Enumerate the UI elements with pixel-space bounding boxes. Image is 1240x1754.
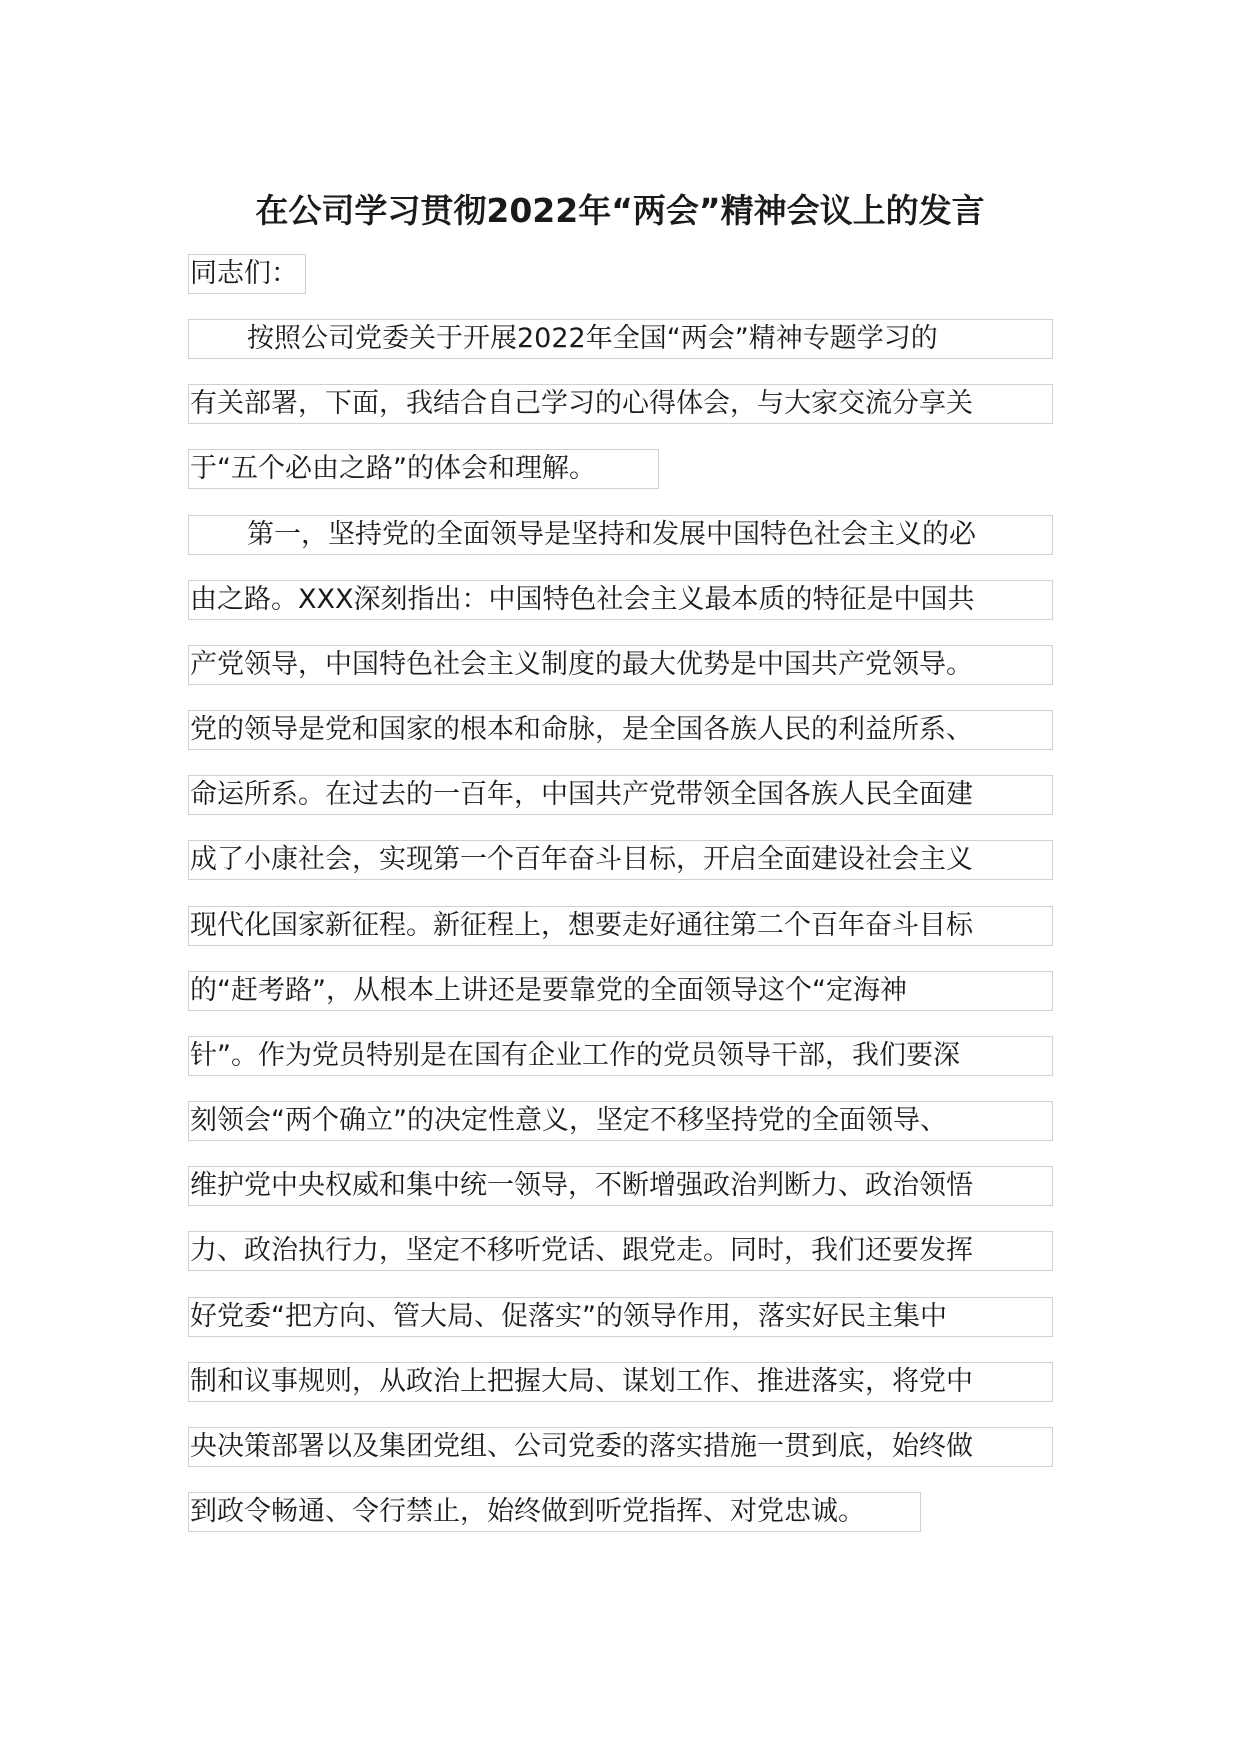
paragraph-line: 制和议事规则，从政治上把握大局、谋划工作、推进落实，将党中 xyxy=(188,1362,1053,1402)
salutation: 同志们： xyxy=(188,254,306,294)
paragraph-line: 央决策部署以及集团党组、公司党委的落实措施一贯到底，始终做 xyxy=(188,1427,1053,1467)
paragraph-line: 由之路。XXX深刻指出：中国特色社会主义最本质的特征是中国共 xyxy=(188,580,1053,620)
paragraph-line: 维护党中央权威和集中统一领导，不断增强政治判断力、政治领悟 xyxy=(188,1166,1053,1206)
paragraph-line: 按照公司党委关于开展2022年全国“两会”精神专题学习的 xyxy=(188,319,1053,359)
paragraph-line: 党的领导是党和国家的根本和命脉，是全国各族人民的利益所系、 xyxy=(188,710,1053,750)
paragraph-line: 好党委“把方向、管大局、促落实”的领导作用，落实好民主集中 xyxy=(188,1297,1053,1337)
paragraph-line: 有关部署，下面，我结合自己学习的心得体会，与大家交流分享关 xyxy=(188,384,1053,424)
paragraph-line: 命运所系。在过去的一百年，中国共产党带领全国各族人民全面建 xyxy=(188,775,1053,815)
paragraph-line: 成了小康社会，实现第一个百年奋斗目标，开启全面建设社会主义 xyxy=(188,840,1053,880)
paragraph-line: 力、政治执行力，坚定不移听党话、跟党走。同时，我们还要发挥 xyxy=(188,1231,1053,1271)
paragraph-line: 现代化国家新征程。新征程上，想要走好通往第二个百年奋斗目标 xyxy=(188,906,1053,946)
paragraph-line: 第一，坚持党的全面领导是坚持和发展中国特色社会主义的必 xyxy=(188,515,1053,555)
paragraph-line: 刻领会“两个确立”的决定性意义，坚定不移坚持党的全面领导、 xyxy=(188,1101,1053,1141)
paragraph-line: 产党领导，中国特色社会主义制度的最大优势是中国共产党领导。 xyxy=(188,645,1053,685)
paragraph-line: 的“赶考路”，从根本上讲还是要靠党的全面领导这个“定海神 xyxy=(188,971,1053,1011)
paragraph-line: 到政令畅通、令行禁止，始终做到听党指挥、对党忠诚。 xyxy=(188,1492,921,1532)
paragraph-line: 于“五个必由之路”的体会和理解。 xyxy=(188,449,659,489)
document-title: 在公司学习贯彻2022年“两会”精神会议上的发言 xyxy=(255,191,985,230)
paragraph-line: 针”。作为党员特别是在国有企业工作的党员领导干部，我们要深 xyxy=(188,1036,1053,1076)
